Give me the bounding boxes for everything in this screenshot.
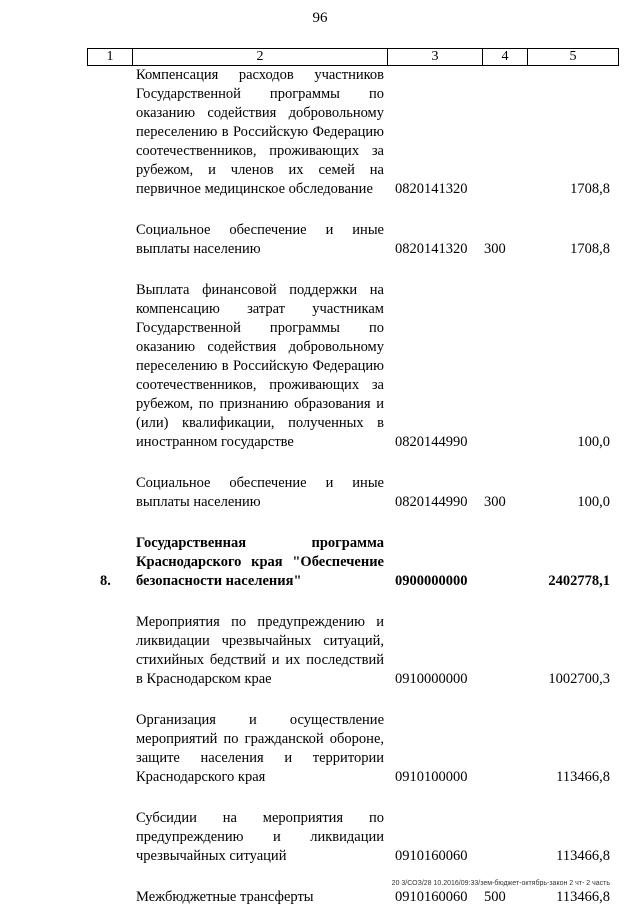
- row-number: 8.: [100, 573, 111, 589]
- budget-row: [0, 888, 640, 907]
- row-code: 0820144990: [395, 434, 468, 450]
- row-sum: 1708,8: [570, 241, 610, 257]
- row-code: 0820141320: [395, 241, 468, 257]
- row-description: Выплата финансовой поддержки на компенсацию затрат участникам Государственной программы по оказанию содействия добровольному переселению в Российскую Федерацию соотечественников, проживающих за рубежом, по признанию образования и (или) квалификации, полученных в иностранном государстве: [136, 282, 384, 450]
- row-expense-type: 500: [484, 889, 506, 905]
- budget-row: [0, 613, 640, 689]
- row-sum: 100,0: [577, 434, 610, 450]
- column-header-4: 4: [483, 49, 528, 66]
- row-code: 0820144990: [395, 494, 468, 510]
- column-header-1: 1: [88, 49, 133, 66]
- budget-row: [0, 66, 640, 199]
- page-number: 96: [312, 10, 328, 26]
- row-expense-type: 300: [484, 241, 506, 257]
- row-sum: 100,0: [577, 494, 610, 510]
- row-sum: 113466,8: [556, 769, 610, 785]
- budget-row: [0, 474, 640, 512]
- program-row: [0, 534, 640, 591]
- row-code: 0820141320: [395, 181, 468, 197]
- row-sum: 2402778,1: [548, 573, 610, 589]
- row-code: 0910160060: [395, 848, 468, 864]
- column-header-5: 5: [528, 49, 619, 66]
- row-description: Межбюджетные трансферты: [136, 889, 314, 905]
- column-header-row: [88, 49, 619, 66]
- row-code: 0910000000: [395, 671, 468, 687]
- budget-rows: [0, 66, 640, 907]
- row-code: 0910160060: [395, 889, 468, 905]
- row-description: Государственная программа Краснодарского края "Обеспечение безопасности населения": [136, 535, 384, 589]
- row-description: Субсидии на мероприятия по предупреждению и ликвидации чрезвычайных ситуаций: [136, 810, 384, 864]
- row-sum: 113466,8: [556, 848, 610, 864]
- row-description: Мероприятия по предупреждению и ликвидации чрезвычайных ситуаций, стихийных бедствий и их последствий в Краснодарском крае: [136, 614, 384, 687]
- row-description: Компенсация расходов участников Государственной программы по оказанию содействия добровольному переселению в Российскую Федерацию соотечественников, проживающих за рубежом, и членов их семей на первичное медицинское обследование: [136, 67, 384, 197]
- row-code: 0900000000: [395, 573, 468, 589]
- budget-row: [0, 221, 640, 259]
- budget-row: [0, 809, 640, 866]
- row-description: Организация и осуществление мероприятий по гражданской обороне, защите населения и территории Краснодарского края: [136, 712, 384, 785]
- column-header-2: 2: [133, 49, 388, 66]
- row-expense-type: 300: [484, 494, 506, 510]
- column-header-table: [87, 48, 619, 66]
- row-code: 0910100000: [395, 769, 468, 785]
- budget-row: [0, 711, 640, 787]
- row-description: Социальное обеспечение и иные выплаты населению: [136, 222, 384, 257]
- column-header-3: 3: [388, 49, 483, 66]
- row-sum: 1002700,3: [548, 671, 610, 687]
- budget-row: [0, 281, 640, 452]
- row-sum: 1708,8: [570, 181, 610, 197]
- document-footer-stamp: 20 3/СОЗ/28 10.2016/09:33/зем-бюджет-октябрь-закон 2 чт- 2 часть: [391, 880, 610, 887]
- row-sum: 113466,8: [556, 889, 610, 905]
- row-description: Социальное обеспечение и иные выплаты населению: [136, 475, 384, 510]
